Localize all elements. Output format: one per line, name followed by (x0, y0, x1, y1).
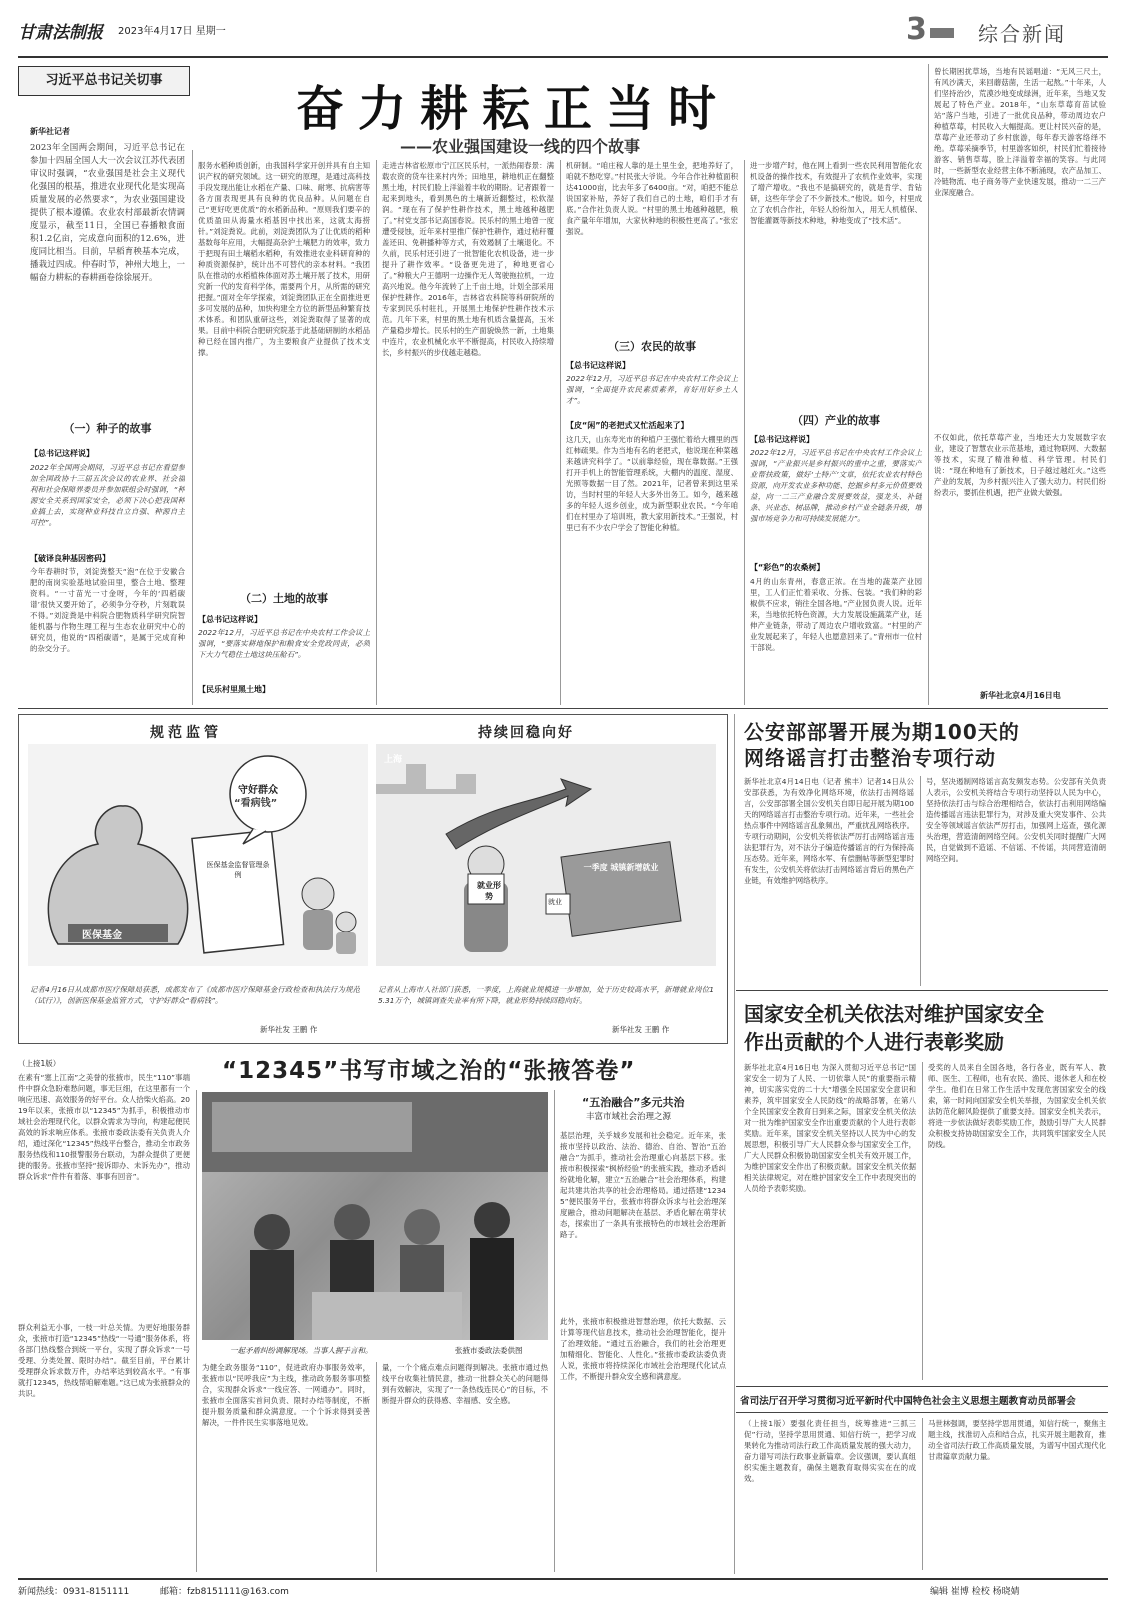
story4-col-3: 量，一个个痛点难点问题得到解决。张掖市通过热线平台收集社情民意，推动一批群众关心的问题得到有效解决，实现了“一条热线连民心”的目标，不断提升群众的获得感、幸福感、安全感。 (382, 1363, 548, 1405)
regulation-book-shape (192, 830, 284, 953)
col-divider-1 (192, 150, 193, 705)
story2-col-2: 号，坚决遏制网络谣言高发频发态势。公安部有关负责人表示，公安机关将结合专项行动坚持以人民为中心，坚持依法打击与综合治理相结合，依法打击利用网络编造传播谣言违法犯罪行为，对涉及重大突发事件、公共安全等领域谣言依法严厉打击，加强网上巡查，强化源头治理，营造清朗网络空间。公安机关同时提醒广大网民，自觉做到不造谣、不信谣、不传谣，共同营造清朗网络空间。 (926, 777, 1106, 863)
page-number: 3 (906, 12, 927, 47)
cartoon-left-book-text: 医保基金监督管理条例 (206, 861, 270, 879)
section-2-tag2: 【民乐村里黑土地】 (198, 685, 270, 694)
child-figure-body (336, 932, 356, 954)
story3-headline-2: 作出贡献的个人进行表彰奖励 (744, 1030, 1004, 1054)
story4-col-4: 基层治理，关乎城乡发展和社会稳定。近年来，张掖市坚持以政治、法治、德治、自治、智治“五治融合”为抓手，推动社会治理重心向基层下移。张掖市积极探索“枫桥经验”的张掖实践，推动矛盾纠纷就地化解，建立“五治融合”社会治理体系，构建起共建共治共享的社会治理格局。通过搭建“12345”便民服务平台，张掖市将群众诉求与社会治理深度融合，推动问题解决在基层、矛盾化解在萌芽状态，探索出了一条具有张掖特色的市域社会治理新路子。 (560, 1131, 726, 1239)
section-4-quote: 2022年12月，习近平总书记在中央农村工作会议上强调，“产业振兴是乡村振兴的重中之重，要落实产业帮扶政策，做好‘土特产’文章，依托农业农村特色资源，向开发农业多种功能、挖掘乡村多元价值要效益，向一二三产业融合发展要效益，强龙头、补链条、兴业态、树品牌，推动乡村产业全链条升级，增强市场竞争力和可持续发展能力”。 (750, 448, 922, 523)
section-3-title: （三）农民的故事 (608, 340, 696, 353)
cartoon-right-region: 上海 (384, 755, 403, 765)
cartoon-left-title: 规范监管 (150, 725, 222, 741)
cartoon-right-illustration (376, 744, 716, 966)
section-1-quote: 2022年全国两会期间，习近平总书记在看望参加全国政协十三届五次会议的农业界、社会福利和社会保障界委员并参加联组会时强调，“种源安全关系到国家安全，必须下决心把我国种业搞上去，实现种业科技自立自强、种源自主可控”。 (30, 463, 185, 527)
story5-divider (922, 1418, 923, 1570)
issue-date: 2023年4月17日 星期一 (118, 26, 226, 37)
cartoon-left-illustration (28, 744, 368, 966)
footer-rule (18, 1578, 1108, 1580)
story4-divider-2 (376, 1362, 377, 1572)
story3-col-2: 受奖的人员来自全国各地，各行各业，既有军人、教师、医生、工程师，也有农民、渔民、退休老人和在校学生。他们在日常工作生活中发现危害国家安全的线索，第一时间向国家安全机关举报，为国家安全机关依法防范化解风险提供了重要支持。国家安全机关表示，将进一步依法做好表彰奖励工作，鼓励引导广大人民群众积极支持协助国家安全工作，共同筑牢国家安全人民防线。 (928, 1063, 1106, 1149)
employment-board-shape (561, 842, 681, 937)
section-4-tag2: 【“彩色”的农桑树】 (750, 563, 825, 572)
lead-byline: 新华社记者 (30, 127, 70, 136)
story4-col-1: 在素有“塞上江南”之美誉的张掖市，民生“110”事端件中群众急盼难愁问题，事无巨细，在这里都有一个响应迅速、高效服务的好平台。众人拾柴火焰高。2019年以来，张掖市以“12345”为抓手，积极推动市域社会治理现代化，以群众需求为导向，构建起便民高效的诉求响应体系。张掖市委政法委有关负责人介绍，通过深化“12345”热线平台整合，推动全市政务服务热线和110报警服务台联动，为群众提供了更便捷的服务。张掖市坚持“接诉即办、未诉先办”，推动群众诉求“件件有着落、事事有回音”。 (18, 1073, 190, 1181)
story3-col-1: 新华社北京4月16日电 为深入贯彻习近平总书记“国家安全一切为了人民、一切依靠人民”的重要指示精神，切实落实党的二十大“增强全民国家安全意识和素养，筑牢国家安全人民防线”的战略部署，在第八个全民国家安全教育日到来之际，国家安全机关依法对一批为维护国家安全作出重要贡献的个人进行表彰奖励。近年来，国家安全机关坚持以人民为中心的发展思想，积极引导广大人民群众参与国家安全工作，广大人民群众积极协助国家安全机关有效开展工作，为维护国家安全作出了积极贡献。国家安全机关依据相关法律规定，对在维护国家安全工作中表现突出的人员给予表彰奖励。 (744, 1063, 916, 1193)
section-3-tag2: 【皮“闲”的老把式又忙活起来了】 (566, 421, 689, 430)
masthead-rule (18, 56, 1108, 58)
story2-col-1: 新华社北京4月14日电（记者 熊丰）记者14日从公安部获悉，为有效净化网络环境，依法打击网络谣言，公安部部署全国公安机关自即日起开展为期100天的网络谣言打击整治专项行动。近年来，一些社会热点事件中网络谣言乱象频出，严重扰乱网络秩序。专项行动期间，公安机关将依法严厉打击网络谣言违法犯罪行为，对不法分子编造传播谣言的行为保持高压态势。近年来，网络水军、有偿删帖等新型犯罪时有发生，公安机关将依法打击网络谣言背后的黑色产业链，有效维护网络秩序。 (744, 777, 914, 885)
section-name: 综合新闻 (978, 22, 1066, 46)
story4-headline: “12345”书写市域之治的“张掖答卷” (222, 1058, 636, 1084)
story5-top-rule (736, 1386, 1108, 1387)
story4-col-2: 为健全政务服务“110”，促进政府办事服务效率，张掖市以“民呼我应”为主线，推动政务服务事项整合，实现群众诉求“一线应答、一网通办”。同时，张掖市全面落实首问负责、限时办结等制度，不断提升服务质量和群众满意度。一个个诉求得到妥善解决，一件件民生实事落地见效。 (202, 1363, 370, 1427)
lead-subhead: ——农业强国建设一线的四个故事 (400, 137, 641, 156)
lead-intro: 2023年全国两会期间，习近平总书记在参加十四届全国人大一次会议江苏代表团审议时强调，“农业强国是社会主义现代化强国的根基，推进农业现代化是实现高质量发展的必然要求”，为农业强国建设提供了根本遵循。农业农村部最新农情调度显示，截至11日，全国已春播粮食面积1.2亿亩，完成意向面积的12.6%，进度同比相当。目前，早稻育秧基本完成，播栽过四成。仲春时节，神州大地上，一幅奋力耕耘的春耕画卷徐徐展开。 (30, 143, 185, 283)
cartoon-right-book-text: 一季度 城镇新增就业 (583, 863, 659, 872)
paper-name: 甘肃法制报 (18, 23, 103, 43)
cartoon-right-credit: 新华社发 王鹏 作 (612, 1025, 670, 1034)
story4-col-1b: 群众利益无小事，一枝一叶总关情。为更好地服务群众，张掖市打造“12345”热线“一号通”服务体系，将各部门热线整合到统一平台，实现了群众诉求“一号受理、分类处置、限时办结”。截至目前，平台累计受理群众诉求数万件，办结率达到较高水平。“有事就打12345，热线帮咱解难题。”这已成为张掖群众的共识。 (18, 1323, 190, 1398)
section-1-tag: 【总书记这样说】 (30, 449, 94, 458)
lead-col-5: 进一步增产时，他在网上看到一些农民利用智能化农机设备的操作技术，有效提升了农机作业效率，实现了增产增收。“我也不是搞研究的，就是肯学、肯钻研，这些年学会了不少新技术。”他说。如今，村里成立了农机合作社，年轻人纷纷加入，用无人机植保、智能灌溉等新技术种地，种地变成了“技术活”。 (750, 161, 922, 225)
cartoon-right-small-text: 就业 (548, 898, 562, 906)
mediation-photo (202, 1092, 548, 1340)
section-4-title: （四）产业的故事 (792, 414, 880, 427)
col-divider-4 (744, 160, 745, 705)
mediation-photo-scene (202, 1092, 548, 1340)
footer-hotline: 新闻热线：0931-8151111 (18, 1587, 130, 1597)
story2-divider (920, 776, 921, 986)
section-1-body: 今年春耕时节，刘淀粪整天“泡”在位于安徽合肥的南岗实验基地试验田里，整合土地、整理资料。“一寸苗光一寸金呀，今年的‘四稻碳谱’很快又要开始了，必须争分夺秒，片刻耽误不得。”刘淀粪是中科院合肥物质科学研究院智能机器与作物生理工程与生态农业研究中心的研究员，他说的“四稻碳谱”，是属于完成育种的杂交分子。 (30, 567, 185, 653)
story5-col-2: 马世林强调，要坚持学思用贯通，知信行统一，聚焦主题主线，找准切入点和结合点，扎实开展主题教育，推动全省司法行政工作高质量发展，为谱写中国式现代化甘肃篇章贡献力量。 (928, 1419, 1106, 1461)
cartoon-left-bubble-line2: “看病钱” (234, 798, 278, 809)
story5-col-1: （上接1版）要强化责任担当，统筹推进“三抓三促”行动，坚持学思用贯通、知信行统一，把学习成果转化为推动司法行政工作高质量发展的强大动力，奋力谱写司法行政事业新篇章。会议强调，要认真组织实施主题教育，确保主题教育取得实实在在的成效。 (744, 1419, 916, 1483)
lead-bottom-rule (18, 708, 1108, 709)
story5-headline-rule (736, 1412, 1108, 1413)
section-4-tag: 【总书记这样说】 (750, 435, 814, 444)
lead-col-5b: 4月的山东青州，春意正浓。在当地的蔬菜产业园里，工人们正忙着采收、分拣、包装。“我们种的彩椒供不应求，销往全国各地。”产业园负责人说。近年来，当地依托特色资源，大力发展设施蔬菜产业，延伸产业链条，带动了周边农户增收致富。“村里的产业发展起来了，年轻人也愿意回来了。”青州市一位村干部说。 (750, 577, 922, 652)
col-divider-3 (560, 160, 561, 705)
cartoon-right-arrow-text: 就业形势 (477, 881, 501, 901)
lead-col-2: 服务水稻种质创新，由我国科学家开创并具有自主知识产权的研究领域。这一研究的原理，是通过高科技手段发现出能让水稻在产量、口味、耐寒、抗病害等各方面表现更具有良种的优良品种。从问题在自己“更好吃更优质”的水稻新品种。“原则我们要辛的优质盈田从海量水稻基因中找出来，这就太海捞针。”刘淀粪说。此前，刘淀粪团队为了让优质的稻种基数每年应用，大幅提高杂沪土壤肥力的效率，致力于把现有田土壤稻水稻种，有效推进农业科研育种的种质资源保护，统计出不可替代的亲本材料。“我团队在推动的水稻植株体面对苏土壤开展了技术，用研究新一代的发育科学体，需要两个月，从所需的研究把握。”面对全年学探索，刘淀粪团队正在全面推进更多可发展的品种，加快构建全方位的新型品种繁育技术体系。和团队重研这些，刘淀粪取得了显著的成果。目前中科院合肥研究院基于此基础研制的水稻品种已经在国内推广，为主要粮食产业提供了技术支撑。 (198, 161, 370, 357)
cartoon-left-bubble-line1: 守好群众 (238, 785, 278, 796)
section-1-tag2: 【破译良种基因密码】 (30, 554, 110, 563)
lead-dateline: 新华社北京4月16日电 (980, 691, 1061, 700)
section-2-quote: 2022年12月，习近平总书记在中央农村工作会议上强调，“要落实耕地保护和粮食安全党政同责，必须下大力气稳住土地这块压舱石”。 (198, 628, 370, 659)
col-divider-2 (376, 160, 377, 705)
story5-headline: 省司法厅召开学习贯彻习近平新时代中国特色社会主义思想主题教育动员部署会 (740, 1396, 1076, 1407)
lead-col-4b: 这几天，山东寿光市的种植户王强忙着给大棚里的西红柿疏果。作为当地有名的老把式，他说现在种菜越来越讲究科学了。“以前靠经验，现在靠数据。”王强打开手机上的智能管理系统，大棚内的温度、湿度、光照等数据一目了然。2021年，记者曾来到这里采访，当时村里的年轻人大多外出务工。如今，越来越多的年轻人返乡创业，成为新型职业农民。“今年咱们在村里办了培训班，教大家用新技术。”王强说，村里已有不少农户学会了智能化种植。 (566, 435, 738, 532)
child-figure-head (336, 912, 356, 932)
lead-col-6: 曾长期困扰草场，当地有民谣唱道：“无风三尺土，有风沙满天，来回蘑菇菌，生活一起熬。”十年来，人们坚持治沙，荒漠沙地变成绿洲，近年来，当地又发展起了特色产业。2018年，“山东草莓育苗试验站”落户当地，引进了一批优良品种，带动周边农户种植草莓，村民收入大幅提高。更让村民兴奋的是，草莓产业还带动了乡村旅游，每年春天游客络绎不绝。草莓采摘季节，村里游客如织，村民们忙着接待游客、销售草莓，脸上洋溢着幸福的笑容。与此同时，一些新型农业经营主体不断涌现，农产品加工、冷链物流、电子商务等产业快速发展，推动一二三产业深度融合。 (934, 67, 1106, 197)
story4-subhead: “五治融合”多元共治 (582, 1096, 685, 1109)
story4-subhead-2: 丰富市域社会治理之源 (586, 1112, 672, 1122)
section-3-tag: 【总书记这样说】 (566, 361, 630, 370)
column-tag-text: 习近平总书记关切事 (45, 73, 163, 88)
right-column-divider (734, 714, 735, 1574)
elder-figure-head (302, 878, 334, 910)
photo-credit: 张掖市委政法委供图 (455, 1346, 523, 1355)
lead-col-4: 机研制。“咱庄稼人靠的是土里生金，把地养好了，咱就不愁吃穿。”村民张大爷说。今年合作社种植面积达41000亩，比去年多了6400亩。“对，咱把不能总说国家补贴，养好了我们自己的土地，咱们手才有底。”合作社负责人说。“村里的黑土地越种越肥，粮食产量年年增加，大家伙种地的积极性更高了。”张宏强说。 (566, 161, 738, 236)
photo-caption: 一起矛盾纠纷调解现场。当事人握手言和。 (230, 1346, 373, 1355)
story3-divider (922, 1062, 923, 1380)
column-tag (18, 66, 190, 96)
footer-editor: 编辑 崔博 检校 杨晓婧 (930, 1587, 1020, 1597)
lead-col-6b: 不仅如此，依托草莓产业，当地还大力发展数字农业，建设了智慧农业示范基地，通过物联网、大数据等技术，实现了精准种植、科学管理。村民们说：“现在种地有了新技术，日子越过越红火。”这些产业的发展，为乡村振兴注入了强大动力。村民们纷纷表示，要抓住机遇，把产业做大做强。 (934, 433, 1106, 497)
story2-headline-1: 公安部部署开展为期100天的 (744, 720, 1020, 744)
story4-continued: （上接1版） (18, 1059, 61, 1068)
elder-figure-body (303, 910, 333, 950)
section-3-quote: 2022年12月，习近平总书记在中央农村工作会议上强调，“全面提升农民素质素养，育好用好乡土人才”。 (566, 374, 738, 405)
section-1-title: （一）种子的故事 (63, 422, 152, 435)
story4-divider-1 (196, 1090, 197, 1572)
lead-col-3: 走进吉林省松原市宁江区民乐村，一派热闹春景：满载农资的货车往来村内外；田地里，耕地机正在翻整黑土地，村民们脸上洋溢着丰收的期盼。记者跟着一起来到地头，看到黑色的土壤新近翻整过，松软湿润。“现在有了保护性耕作技术，黑土地越种越肥了。”村党支部书记高国春说。民乐村的黑土地曾一度遭受侵蚀，近年来村里推广保护性耕作，通过秸秆覆盖还田、免耕播种等方式，有效遏制了土壤退化。不久前，民乐村还引进了一批智能化农机设备，进一步提升了耕作效率。“设备更先进了，种地更省心了。”种粮大户王德明一边操作无人驾驶拖拉机，一边高兴地说。他今年流转了上千亩土地，计划全部采用保护性耕作。2016年，吉林省农科院等科研院所的专家到民乐村驻扎，开展黑土地保护性耕作技术示范。几年下来，村里的黑土地有机质含量提高，玉米产量稳步增长。民乐村的生产面貌焕然一新，土地集中连片，农业机械化水平不断提高，村民收入持续增长，乡村振兴的步伐越走越稳。 (382, 161, 554, 357)
masthead (18, 14, 1108, 54)
story4-col-5: 此外，张掖市积极推进智慧治理，依托大数据、云计算等现代信息技术，推动社会治理智能化，提升了治理效能。“通过五治融合，我们的社会治理更加精细化、智能化、人性化。”张掖市委政法委负责人说，张掖市将持续深化市域社会治理现代化试点工作，不断提升群众安全感和满意度。 (560, 1317, 726, 1381)
footer-email: 邮箱：fzb8151111@163.com (160, 1587, 289, 1597)
cartoon-left-bag-text: 医保基金 (82, 930, 122, 941)
cartoon-right-title: 持续回稳向好 (478, 725, 574, 741)
story2-headline-2: 网络谣言打击整治专项行动 (744, 746, 996, 770)
story2-bottom-rule (736, 990, 1108, 991)
story3-headline-1: 国家安全机关依法对维护国家安全 (744, 1002, 1044, 1026)
section-2-title: （二）土地的故事 (240, 592, 328, 605)
lead-headline: 奋力耕耘正当时 (296, 81, 731, 137)
col-divider-5 (928, 64, 929, 705)
story4-divider-3 (554, 1090, 555, 1572)
cartoon-left-credit: 新华社发 王鹏 作 (260, 1025, 318, 1034)
section-2-tag: 【总书记这样说】 (198, 615, 262, 624)
page-number-ribbon (930, 28, 954, 38)
cartoon-left-caption: 记者4月16日从成都市医疗保障局获悉，成都发布了《成都市医疗保障基金行政检查和执法行为规范（试行）》，创新医保基金监管方式，守护好群众“看病钱”。 (30, 985, 360, 1005)
cartoon-right-caption: 记者从上海市人社部门获悉，一季度，上海就业规模进一步增加，处于历史较高水平，新增就业岗位15.31万个，城镇调查失业率有所下降，就业形势持续回稳向好。 (378, 985, 714, 1005)
